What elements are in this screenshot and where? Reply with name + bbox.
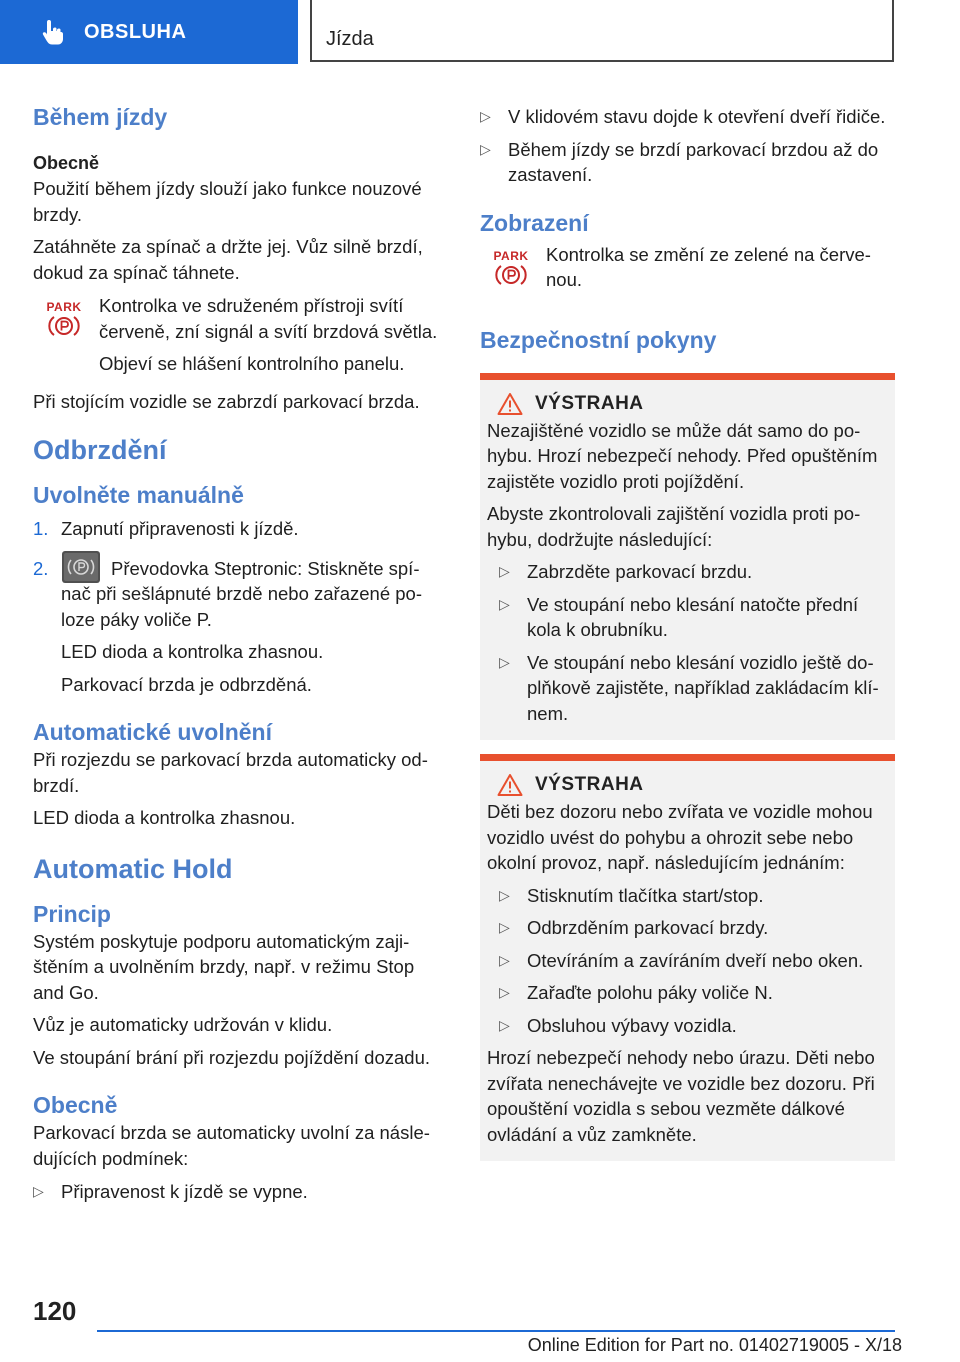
chapter-header <box>310 0 894 62</box>
subheading-obecne: Obecně <box>33 153 100 173</box>
bullet-list <box>499 559 887 726</box>
heading-princip: Princip <box>33 900 111 927</box>
heading-automatic-hold: Automatic Hold <box>33 853 233 884</box>
paragraph: Při rozjezdu se parkovací brzda automaticky odbrzdí. <box>33 749 428 796</box>
triangle-bullet-icon: ▷ <box>499 1016 510 1033</box>
list-item: ▷ Zařaďte polohu páky voliče N. <box>499 980 887 1006</box>
warning-triangle-icon <box>497 773 523 797</box>
list-item: ▷ Otevíráním a zavíráním dveří nebo oken. <box>499 948 887 974</box>
heading-odbrzdeni: Odbrzdění <box>33 435 167 465</box>
park-indicator-row <box>480 242 895 293</box>
heading-zobrazeni: Zobrazení <box>480 209 589 236</box>
heading-bezpecnostni-pokyny: Bezpečnostní pokyny <box>480 326 717 353</box>
paragraph: Zatáhněte za spínač a držte jej. Vůz silně brzdí, dokud za spínač táhnete. <box>33 236 423 283</box>
triangle-bullet-icon: ▷ <box>499 886 510 903</box>
list-item: 1. Zapnutí připravenosti k jízdě. <box>33 518 299 539</box>
steps-list <box>33 516 438 697</box>
chapter-title: Jízda <box>326 28 374 50</box>
bullet-list <box>33 1179 438 1205</box>
triangle-bullet-icon: ▷ <box>499 563 510 579</box>
paragraph: Abyste zkontrolovali zajištění vozidla proti pohybu, dodržujte následující: <box>487 503 861 550</box>
park-brake-icon: PARK <box>33 293 95 338</box>
warning-box <box>480 754 895 1161</box>
warning-header <box>487 773 887 797</box>
warning-header <box>487 392 887 416</box>
right-column <box>480 100 895 1161</box>
paragraph: Při stojícím vozidle se zabrzdí parkovací brzda. <box>33 390 420 412</box>
list-item: ▷ Během jízdy se brzdí parkovací brzdou až do zastavení. <box>480 137 895 188</box>
paragraph: Objeví se hlášení kontrolního panelu. <box>99 353 405 374</box>
warning-label: VÝSTRAHA <box>535 392 644 414</box>
paragraph: LED dioda a kontrolka zhasnou. <box>61 641 324 662</box>
paragraph: Parkovací brzda je odbrzděná. <box>61 673 312 695</box>
list-item: ▷ Ve stoupání nebo klesání vozidlo ještě doplňkově zajistěte, například zakládacím klínem. <box>499 650 887 727</box>
paragraph: Hrozí nebezpečí nehody nebo úrazu. Děti nebo zvířata nenechávejte ve vozidle bez dozoru. Při opouštění vozidla s sebou vezměte dálkové ovládání a vůz zamkněte. <box>487 1047 875 1145</box>
parking-brake-switch-icon <box>61 550 101 584</box>
triangle-bullet-icon: ▷ <box>499 984 510 1000</box>
paragraph: Kontrolka se změní ze zelené na červenou. <box>546 243 871 290</box>
list-item: ▷ Zabrzděte parkovací brzdu. <box>499 559 887 585</box>
footer-divider <box>97 1330 895 1332</box>
triangle-bullet-icon: ▷ <box>480 140 491 157</box>
paragraph: Nezajištěné vozidlo se může dát samo do pohybu. Hrozí nebezpečí nehody. Před opuštěním zajistěte vozidlo proti pojíždění. <box>487 419 878 492</box>
heading-uvolnete-manualne: Uvolněte manuálně <box>33 482 244 508</box>
paragraph: Kontrolka ve sdruženém přístroji svítí červeně, zní signál a svítí brzdová světla. <box>99 295 438 342</box>
section-tab <box>0 0 298 64</box>
footer-edition: Online Edition for Part no. 01402719005 - X/18 <box>527 1335 902 1355</box>
warning-label: VÝSTRAHA <box>535 774 644 795</box>
park-p-symbol-icon <box>48 314 80 338</box>
heading-behem-jizdy: Během jízdy <box>33 104 168 130</box>
park-indicator-row <box>33 293 438 377</box>
list-item: ▷ Obsluhou výbavy vozidla. <box>499 1013 887 1039</box>
paragraph: LED dioda a kontrolka zhasnou. <box>33 807 296 828</box>
triangle-bullet-icon: ▷ <box>499 595 510 612</box>
list-item: ▷ V klidovém stavu dojde k otevření dveří řidiče. <box>480 104 895 130</box>
warning-triangle-icon <box>497 392 523 416</box>
bullet-list <box>499 883 887 1039</box>
bullet-list <box>480 104 895 188</box>
list-item: 2. Převodovka Steptronic: Stiskněte spínač při sešlápnuté brzdě nebo zařazené poloze páky voliče P. LED dioda a kontrolka zhasnou. Parkovací brzda je odbrzděná. <box>33 556 438 698</box>
paragraph: Vůz je automaticky udržován v klidu. <box>33 1014 333 1035</box>
paragraph: Ve stoupání brání při rozjezdu pojíždění dozadu. <box>33 1046 430 1068</box>
triangle-bullet-icon: ▷ <box>499 951 510 968</box>
list-item: ▷ Ve stoupání nebo klesání natočte přední kola k obrubníku. <box>499 592 887 643</box>
paragraph: Parkovací brzda se automaticky uvolní za následujících podmínek: <box>33 1122 430 1169</box>
paragraph: Systém poskytuje podporu automatickým zajištěním a uvolněním brzdy, např. v režimu Stop and Go. <box>33 930 415 1003</box>
list-item: ▷ Stisknutím tlačítka start/stop. <box>499 883 887 909</box>
page-number: 120 <box>33 1296 77 1326</box>
triangle-bullet-icon: ▷ <box>499 653 510 670</box>
left-column <box>33 100 438 1205</box>
paragraph: Použití během jízdy slouží jako funkce nouzové brzdy. <box>33 178 422 225</box>
section-tab-label: OBSLUHA <box>84 20 187 43</box>
triangle-bullet-icon: ▷ <box>480 108 491 124</box>
heading-obecne: Obecně <box>33 1092 118 1118</box>
hand-pointer-icon <box>38 17 68 47</box>
warning-box <box>480 373 895 741</box>
triangle-bullet-icon: ▷ <box>33 1183 44 1199</box>
park-brake-icon: PARK <box>480 242 542 287</box>
paragraph: Děti bez dozoru nebo zvířata ve vozidle mohou vozidlo uvést do pohybu a ohrozit sebe nebo okolní provoz, např. následujícím jednáním: <box>487 801 873 873</box>
list-item: ▷ Připravenost k jízdě se vypne. <box>33 1179 438 1205</box>
list-item: ▷ Odbrzděním parkovací brzdy. <box>499 915 887 941</box>
park-p-symbol-icon <box>495 263 527 287</box>
triangle-bullet-icon: ▷ <box>499 919 510 935</box>
heading-automaticke-uvolneni: Automatické uvolnění <box>33 719 272 745</box>
